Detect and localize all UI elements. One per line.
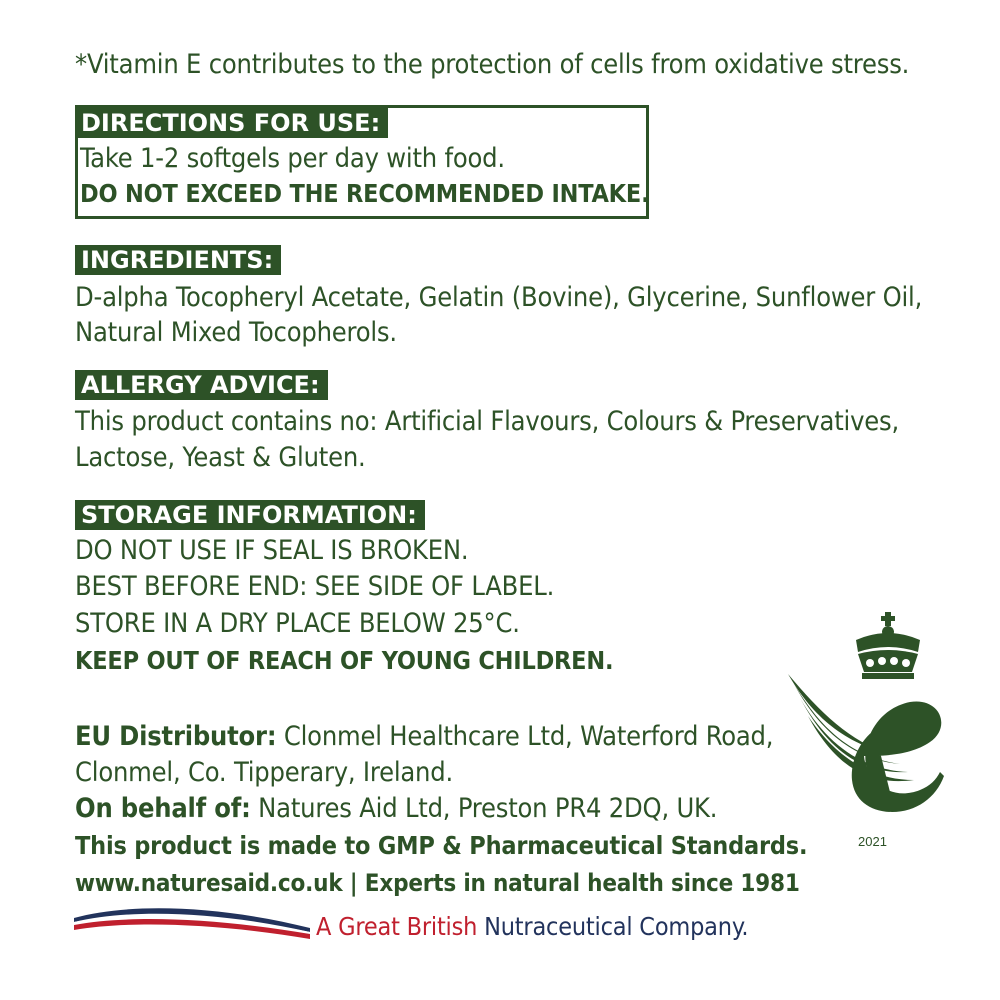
tagline-nutraceutical: Nutraceutical Company. xyxy=(477,912,749,941)
on-behalf-of-label: On behalf of: xyxy=(75,793,251,824)
storage-line-1: DO NOT USE IF SEAL IS BROKEN. xyxy=(75,535,469,566)
storage-line-2: BEST BEFORE END: SEE SIDE OF LABEL. xyxy=(75,571,555,602)
ingredients-line-2: Natural Mixed Tocopherols. xyxy=(75,317,397,348)
tagline xyxy=(316,910,748,944)
allergy-heading: ALLERGY ADVICE: xyxy=(75,370,328,400)
storage-line-4: KEEP OUT OF REACH OF YOUNG CHILDREN. xyxy=(75,646,614,675)
storage-heading: STORAGE INFORMATION: xyxy=(75,500,425,530)
award-year: 2021 xyxy=(858,834,887,849)
website-slogan: www.naturesaid.co.uk | Experts in natural health since 1981 xyxy=(75,869,800,897)
vitamin-e-claim: *Vitamin E contributes to the protection of cells from oxidative stress. xyxy=(75,49,910,80)
tagline-great-british: A Great British xyxy=(316,912,478,941)
directions-warning: DO NOT EXCEED THE RECOMMENDED INTAKE. xyxy=(80,179,650,208)
ingredients-heading: INGREDIENTS: xyxy=(75,245,281,275)
allergy-line-1: This product contains no: Artificial Flavours, Colours & Preservatives, xyxy=(75,406,899,437)
gmp-statement: This product is made to GMP & Pharmaceutical Standards. xyxy=(75,831,808,860)
eu-distributor-address: Clonmel Healthcare Ltd, Waterford Road, xyxy=(276,721,774,752)
eu-distributor-address-2: Clonmel, Co. Tipperary, Ireland. xyxy=(75,757,453,788)
union-flag-swoosh-icon xyxy=(72,904,312,940)
eu-distributor xyxy=(75,720,773,754)
ingredients-line-1: D-alpha Tocopheryl Acetate, Gelatin (Bovine), Glycerine, Sunflower Oil, xyxy=(75,282,923,313)
storage-line-3: STORE IN A DRY PLACE BELOW 25°C. xyxy=(75,608,520,639)
queens-award-emblem-icon xyxy=(780,672,950,827)
directions-heading: DIRECTIONS FOR USE: xyxy=(75,108,388,138)
allergy-line-2: Lactose, Yeast & Gluten. xyxy=(75,442,366,473)
directions-dosage: Take 1-2 softgels per day with food. xyxy=(80,143,505,174)
on-behalf-of-address: Natures Aid Ltd, Preston PR4 2DQ, UK. xyxy=(250,793,718,824)
eu-distributor-label: EU Distributor: xyxy=(75,721,277,752)
on-behalf-of xyxy=(75,792,717,826)
